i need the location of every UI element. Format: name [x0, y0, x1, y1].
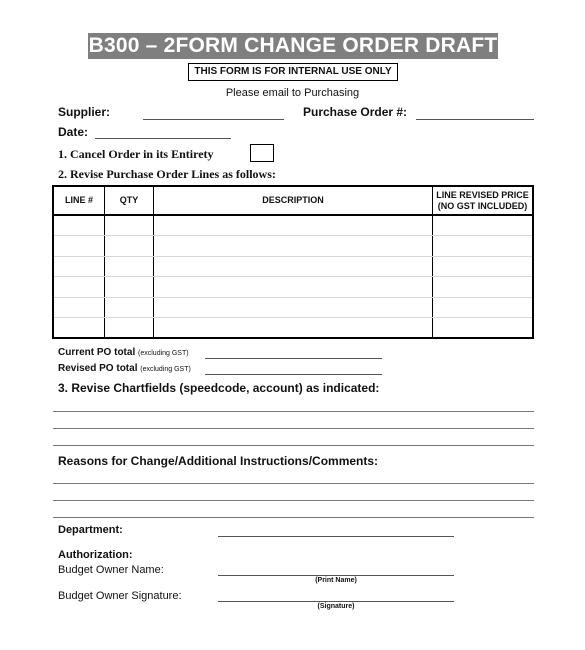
table-row [53, 317, 533, 338]
cancel-order-checkbox[interactable] [250, 144, 274, 162]
col-line-header: LINE # [53, 186, 105, 215]
signature-caption: (Signature) [317, 603, 355, 610]
revised-po-total-text: Revised PO total [58, 363, 138, 374]
budget-owner-name-label: Budget Owner Name: [58, 564, 164, 576]
col-qty-header: QTY [105, 186, 154, 215]
reasons-line-3[interactable] [53, 517, 534, 518]
internal-use-notice: THIS FORM IS FOR INTERNAL USE ONLY [188, 63, 398, 81]
cell-description[interactable] [154, 277, 433, 297]
table-header-row [53, 186, 533, 215]
revised-excluding-gst: (excluding GST) [140, 366, 191, 373]
cell-qty[interactable] [105, 236, 154, 256]
current-excluding-gst: (excluding GST) [138, 350, 189, 357]
email-note: Please email to Purchasing [225, 87, 360, 99]
print-name-caption: (Print Name) [315, 577, 357, 584]
current-po-total-label [58, 347, 189, 358]
reasons-line-2[interactable] [53, 500, 534, 501]
cell-description[interactable] [154, 297, 433, 317]
revised-po-total-label [58, 363, 191, 374]
table-row [53, 297, 533, 317]
cell-line[interactable] [53, 215, 105, 236]
chartfields-line-3[interactable] [53, 445, 534, 446]
po-lines-table [52, 185, 534, 339]
department-field[interactable] [218, 536, 454, 537]
cell-price[interactable] [433, 317, 534, 338]
col-price-header [433, 186, 534, 215]
cell-price[interactable] [433, 297, 534, 317]
table-row [53, 256, 533, 276]
budget-owner-signature-label: Budget Owner Signature: [58, 590, 182, 602]
cell-price[interactable] [433, 277, 534, 297]
current-po-total-text: Current PO total [58, 347, 136, 358]
purchase-order-label: Purchase Order #: [303, 105, 408, 119]
chartfields-line-1[interactable] [53, 411, 534, 412]
cell-price[interactable] [433, 215, 534, 236]
cell-line[interactable] [53, 297, 105, 317]
cancel-order-label: 1. Cancel Order in its Entirety [58, 147, 214, 161]
budget-owner-signature-field[interactable] [218, 601, 454, 602]
cell-price[interactable] [433, 256, 534, 276]
cell-description[interactable] [154, 256, 433, 276]
date-label: Date: [58, 125, 89, 139]
cell-line[interactable] [53, 236, 105, 256]
cell-description[interactable] [154, 317, 433, 338]
price-header-line1: LINE REVISED PRICE [436, 189, 529, 200]
purchase-order-field[interactable] [416, 119, 534, 120]
current-po-total-field[interactable] [205, 358, 382, 359]
cell-qty[interactable] [105, 297, 154, 317]
form-title: B300 – 2FORM CHANGE ORDER DRAFT [88, 34, 498, 57]
revise-chartfields-label: 3. Revise Chartfields (speedcode, account) as indicated: [58, 381, 380, 395]
department-label: Department: [58, 524, 123, 536]
cell-qty[interactable] [105, 256, 154, 276]
supplier-field[interactable] [143, 119, 284, 120]
revised-po-total-field[interactable] [205, 374, 382, 375]
cell-line[interactable] [53, 317, 105, 338]
cell-qty[interactable] [105, 215, 154, 236]
table-row [53, 236, 533, 256]
reasons-label: Reasons for Change/Additional Instructions/Comments: [58, 454, 379, 468]
supplier-label: Supplier: [58, 105, 111, 119]
cell-price[interactable] [433, 236, 534, 256]
cell-line[interactable] [53, 256, 105, 276]
cell-description[interactable] [154, 215, 433, 236]
cell-line[interactable] [53, 277, 105, 297]
date-field[interactable] [95, 138, 231, 139]
revise-lines-label: 2. Revise Purchase Order Lines as follows: [58, 167, 276, 181]
cell-qty[interactable] [105, 277, 154, 297]
cell-description[interactable] [154, 236, 433, 256]
table-row [53, 215, 533, 236]
price-header-line2: (NO GST INCLUDED) [437, 200, 528, 211]
authorization-label: Authorization: [58, 549, 133, 561]
reasons-line-1[interactable] [53, 483, 534, 484]
budget-owner-name-field[interactable] [218, 575, 454, 576]
table-row [53, 277, 533, 297]
chartfields-line-2[interactable] [53, 428, 534, 429]
col-description-header: DESCRIPTION [154, 186, 433, 215]
cell-qty[interactable] [105, 317, 154, 338]
